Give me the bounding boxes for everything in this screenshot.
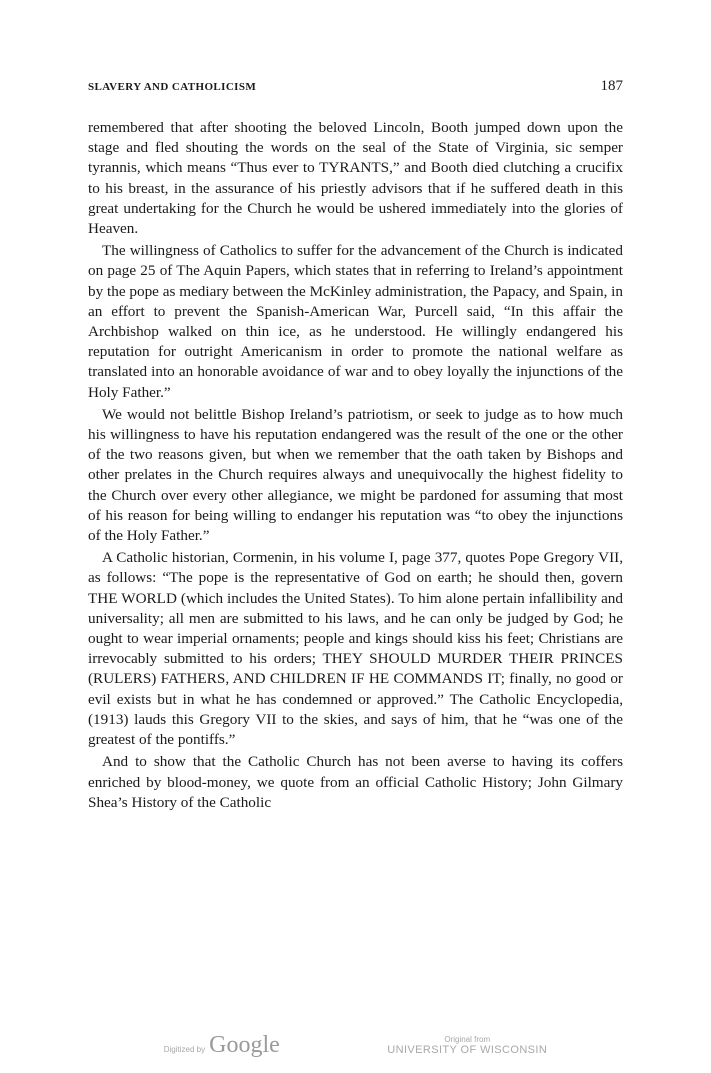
running-title: SLAVERY AND CATHOLICISM (88, 81, 257, 93)
digitized-label: Digitized by (163, 1045, 206, 1054)
body-text (88, 118, 623, 815)
paragraph: remembered that after shooting the beloved Lincoln, Booth jumped down upon the stage and fled shouting the words on the seal of the State of Virginia, sic semper tyrannis, which means “Thus ever to TYRANTS,” and Booth died clutching a crucifix to his breast, in the assurance of his priestly advisors that if he suffered death in this great undertaking for the Church he would be ushered immediately into the glories of Heaven. (88, 119, 623, 238)
digitization-footer (0, 1032, 711, 1059)
paragraph: We would not belittle Bishop Ireland’s patriotism, or seek to judge as to how much his willingness to have his reputation endangered was the result of the one or the other of the two reasons given, but when we remember that the oath taken by Bishops and other prelates in the Church requires always and unequivocally the highest fidelity to the Church over every other allegiance, we might be pardoned for assuming that most of his reason for being willing to endanger his reputation was “to obey the injunctions of the Holy Father.” (88, 405, 623, 545)
paragraph: The willingness of Catholics to suffer for the advancement of the Church is indicated on page 25 of The Aquin Papers, which states that in referring to Ireland’s appointment by the pope as mediary between the McKinley administration, the Papacy, and Spain, in an effort to prevent the Spanish-American War, Purcell said, “In this affair the Archbishop walked on thin ice, as he understood. He willingly endangered his reputation for outright Americanism in order to promote the national welfare as translated into an honorable avoidance of war and to obey loyally the injunctions of the Holy Father.” (88, 242, 623, 401)
paragraph: And to show that the Catholic Church has not been averse to having its coffers enriched by blood-money, we quote from an official Catholic History; John Gilmary Shea’s History of the Catholic (88, 753, 623, 811)
page-number: 187 (600, 78, 623, 94)
digitized-by-mark (164, 1032, 280, 1059)
original-from-label: Original from (444, 1035, 491, 1044)
paragraph: A Catholic historian, Cormenin, in his volume I, page 377, quotes Pope Gregory VII, as follows: “The pope is the representative of God on earth; he should then, govern THE WORLD (which includes the United States). To him alone pertain infallibility and universality; all men are submitted to his laws, and he can only be judged by God; he ought to wear imperial ornaments; people and kings should kiss his feet; Christians are irrevocably submitted to his orders; THEY SHOULD MURDER THEIR PRINCES (RULERS) FATHERS, AND CHILDREN IF HE COMMANDS IT; finally, no good or evil exists but in what he has condemned or approved.” The Catholic Encyclopedia, (1913) lauds this Gregory VII to the skies, and says of him, that he “was one of the greatest of the pontiffs.” (88, 549, 623, 749)
library-name: UNIVERSITY OF WISCONSIN (387, 1044, 548, 1056)
original-source-mark (387, 1035, 547, 1056)
google-logo: Google (209, 1032, 280, 1058)
running-head (88, 78, 623, 95)
